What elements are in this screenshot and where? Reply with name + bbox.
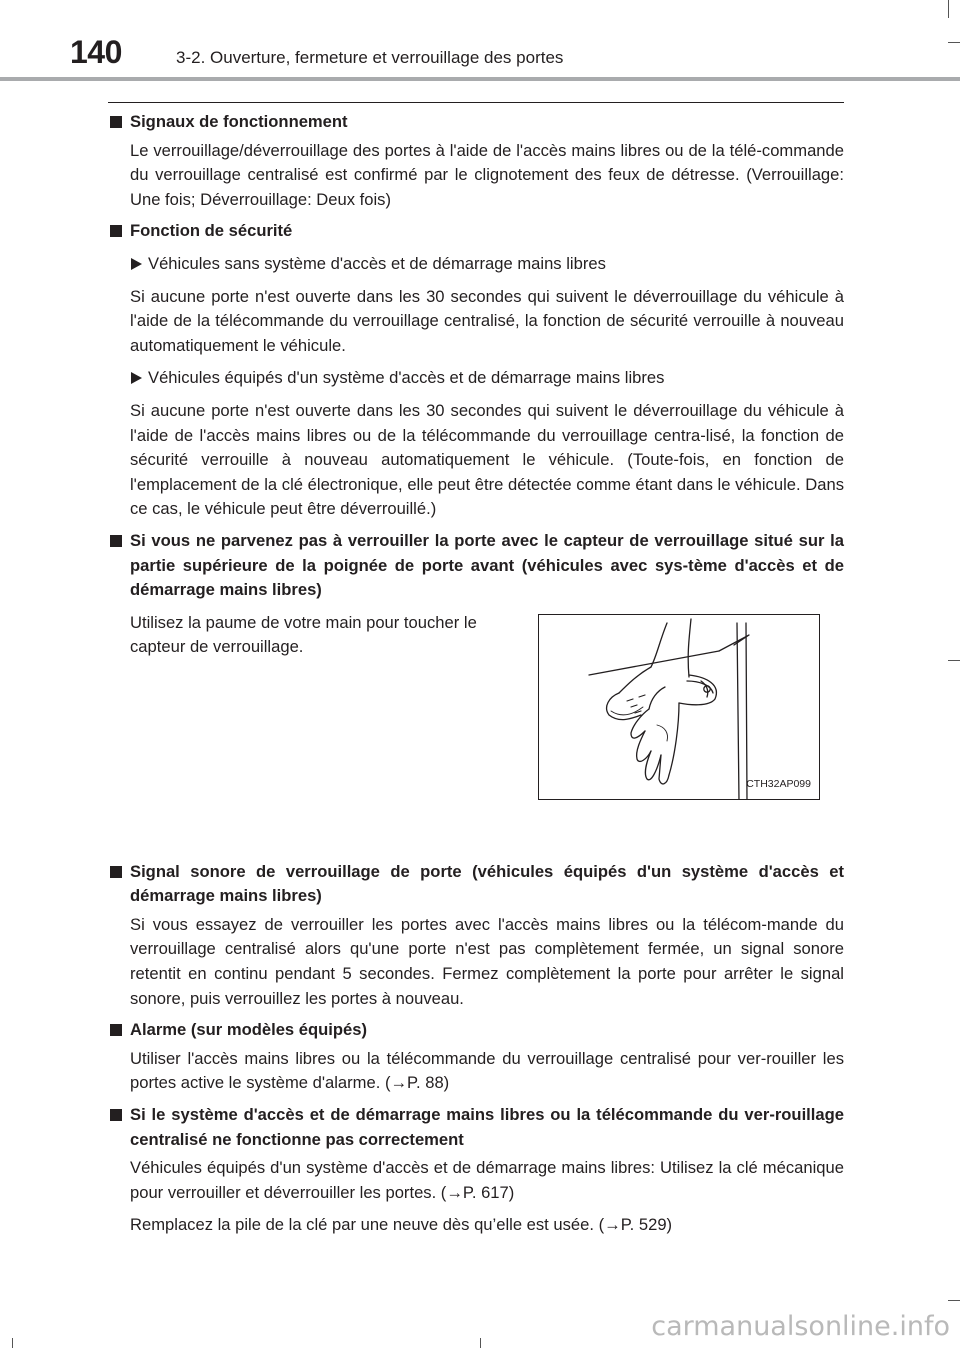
watermark: carmanualsonline.info [651,1311,950,1342]
section-title: Si le système d'accès et de démarrage mains libres ou la télécommande du ver-rouillage centralisé ne fonctionne pas correctement [130,1105,844,1149]
section-paragraph: Le verrouillage/déverrouillage des portes à l'aide de l'accès mains libres ou de la télé-commande du verrouillage centralisé est confirmé par le clignotement des feux de détresse. (Verrouillage: Une fois; Déverrouillage: Deux fois) [130,140,844,209]
page-content [108,110,844,1238]
crop-mark [948,1300,960,1301]
subsection-label-text: Véhicules équipés d'un système d'accès et de démarrage mains libres [148,368,665,388]
square-bullet-icon [110,866,122,878]
section-title: Si vous ne parvenez pas à verrouiller la porte avec le capteur de verrouillage situé sur la partie supérieure de la poignée de porte avant (véhicules avec sys-tème d'accès et de démarrage mains libres) [130,530,844,600]
section-title: Alarme (sur modèles équipés) [130,1020,367,1040]
section-heading [108,1018,844,1043]
triangle-bullet-icon [131,258,142,270]
section-paragraph: Véhicules équipés d'un système d'accès et de démarrage mains libres: Utilisez la clé mécanique pour verrouiller et déverrouiller les portes. (→P. 617) [130,1158,844,1202]
square-bullet-icon [110,225,122,237]
section-paragraph: Si aucune porte n'est ouverte dans les 30 secondes qui suivent le déverrouillage du véhicule à l'aide de l'accès mains libres ou de la télécommande du verrouillage centra-lisé, la fonction de sécurité verrouille à nouveau automatiquement le véhicule. (Toute-fois, en fonction de l'emplacement de la clé électronique, elle peut être détectée comme étant dans le véhicule. Dans ce cas, le véhicule peut être déverrouillé.) [130,400,844,519]
section-title: Signaux de fonctionnement [130,112,348,131]
subsection-label [108,252,844,277]
square-bullet-icon [110,116,122,128]
figure-block [108,611,844,853]
crop-mark [948,0,949,18]
section-heading [108,110,844,135]
square-bullet-icon [110,1024,122,1036]
subsection-label [108,366,844,391]
crop-mark [480,1338,481,1348]
figure-code: CTH32AP099 [746,778,811,791]
section-heading [108,219,844,244]
section-heading [108,860,844,909]
square-bullet-icon [110,535,122,547]
page-number: 140 [70,34,122,70]
chapter-title: 3-2. Ouverture, fermeture et verrouillage des portes [176,48,564,67]
section-title: Fonction de sécurité [130,221,293,241]
section-paragraph: Si vous essayez de verrouiller les portes avec l'accès mains libres ou la télécom-mande du verrouillage centralisé alors qu'une porte n'est pas complètement fermée, un signal sonore retentit en continu pendant 5 secondes. Fermez complètement la porte pour arrêter le signal sonore, puis verrouillez les portes à nouveau. [130,914,844,1008]
section-heading [108,1103,844,1152]
section-paragraph: Si aucune porte n'est ouverte dans les 30 secondes qui suivent le déverrouillage du véhicule à l'aide de la télécommande du verrouillage centralisé, la fonction de sécurité verrouille à nouveau automatiquement le véhicule. [130,286,844,355]
crop-mark [948,42,960,43]
door-handle-illustration [538,614,820,800]
triangle-bullet-icon [131,372,142,384]
square-bullet-icon [110,1109,122,1121]
crop-mark [948,660,960,661]
section-paragraph: Utilisez la paume de votre main pour toucher le capteur de verrouillage. [130,612,477,657]
section-paragraph: Remplacez la pile de la clé par une neuve dès qu’elle est usée. (→P. 529) [130,1215,673,1235]
crop-mark [12,1338,13,1348]
section-title: Signal sonore de verrouillage de porte (véhicules équipés d'un système d'accès et démarrage mains libres) [130,861,844,906]
subsection-label-text: Véhicules sans système d'accès et de démarrage mains libres [148,253,606,273]
header-rule [0,77,960,81]
section-paragraph: Utiliser l'accès mains libres ou la télécommande du verrouillage centralisé pour ver-rouiller les portes active le système d'alarme. (→P. 88) [130,1048,844,1093]
section-heading [108,529,844,603]
content-top-rule [108,102,844,103]
